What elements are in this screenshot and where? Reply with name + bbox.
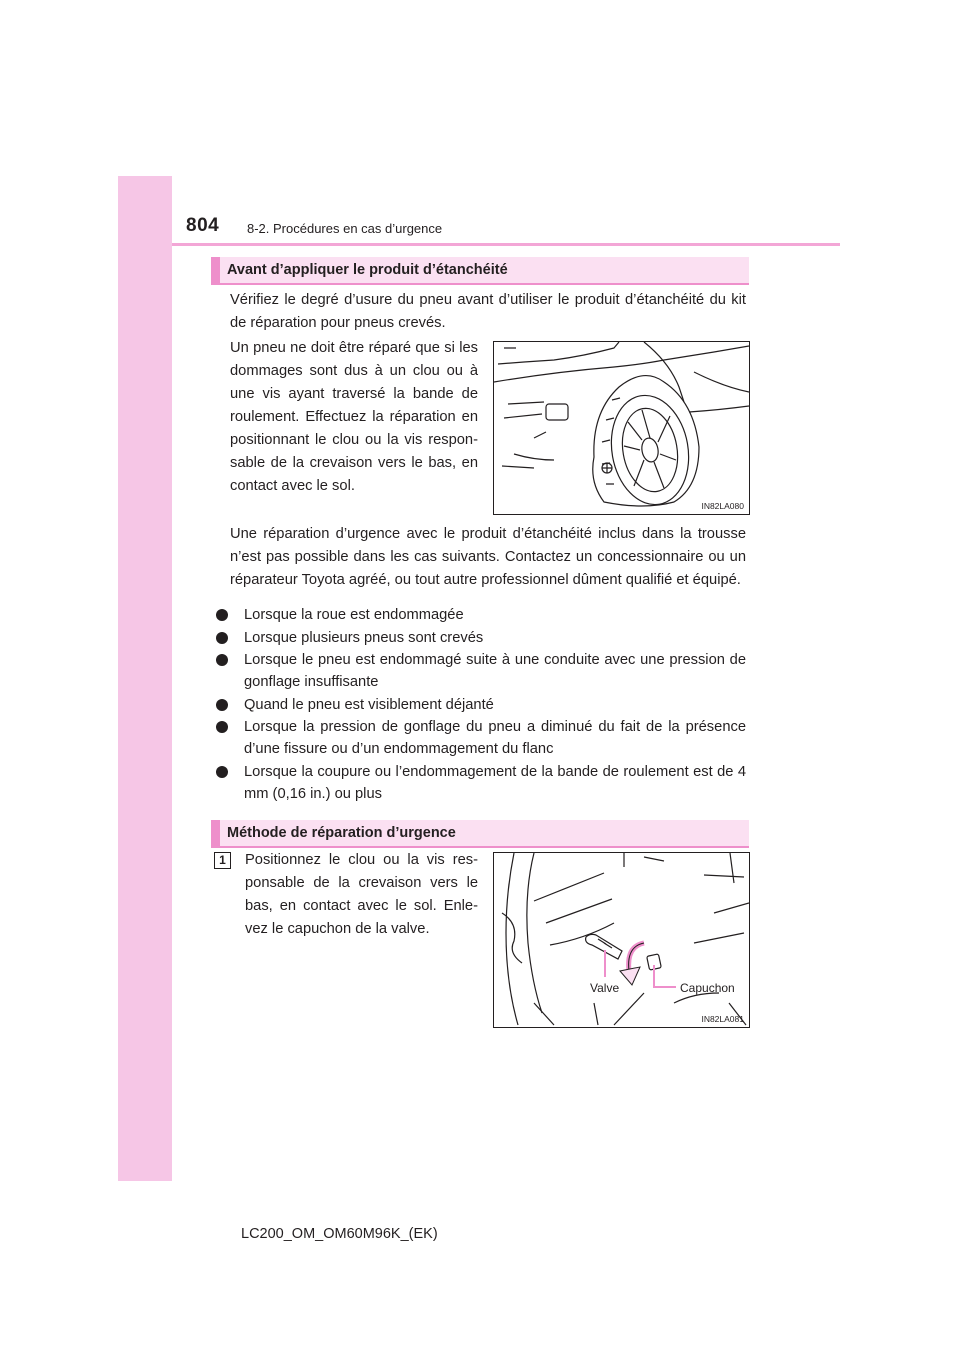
tire-puncture-figure	[493, 341, 750, 515]
list-item: Lorsque le pneu est endommagé suite à une conduite avec une pression de gonflage insuffisante	[214, 649, 746, 693]
step-1-text: Positionnez le clou ou la vis res-ponsable de la crevaison vers le bas, en contact avec le sol. Enle-vez le capuchon de la valve.	[245, 852, 478, 937]
cap-label: Capuchon	[680, 981, 735, 995]
page-number: 804	[186, 215, 220, 236]
repair-condition-paragraph: Un pneu ne doit être réparé que si les dommages sont dus à un clou ou à une vis ayant traversé la bande de roulement. Effectuez la réparation en positionnant le clou ou la vis respon-sable de la crevaison vers le bas, en contact avec le sol.	[230, 340, 478, 494]
bullet-icon	[216, 632, 228, 644]
bullet-icon	[216, 699, 228, 711]
intro-paragraph: Vérifiez le degré d’usure du pneu avant d’utiliser le produit d’étanchéité du kit de réparation pour pneus crevés.	[230, 292, 746, 331]
list-item: Lorsque la coupure ou l’endommagement de la bande de roulement est de 4 mm (0,16 in.) ou plus	[214, 761, 746, 805]
chapter-title: 8-2. Procédures en cas d’urgence	[247, 221, 443, 236]
valve-label: Valve	[590, 981, 620, 995]
warning-paragraph: Une réparation d’urgence avec le produit d’étanchéité inclus dans la trousse n’est pas possible dans les cas suivants. Contactez un concessionnaire ou un réparateur Toyota agréé, ou tout autre professionnel dûment qualifié et équipé.	[230, 526, 746, 588]
bullet-icon	[216, 654, 228, 666]
section-heading-repair-method: Méthode de réparation d’urgence	[211, 820, 749, 846]
car-tire-illustration	[494, 342, 749, 514]
list-item: Quand le pneu est visiblement déjanté	[214, 694, 746, 716]
figure-code: IN82LA080	[701, 501, 744, 511]
figure-code: IN82LA081	[701, 1014, 744, 1024]
list-item: Lorsque la roue est endommagée	[214, 604, 746, 626]
bullet-icon	[216, 766, 228, 778]
step-number-badge: 1	[214, 852, 231, 869]
section-heading-before-sealant: Avant d’appliquer le produit d’étanchéité	[211, 257, 749, 283]
header-rule	[172, 243, 840, 246]
exclusion-list	[214, 604, 746, 805]
bullet-icon	[216, 609, 228, 621]
side-color-band	[118, 176, 172, 1181]
list-item: Lorsque plusieurs pneus sont crevés	[214, 627, 746, 649]
document-id: LC200_OM_OM60M96K_(EK)	[241, 1226, 438, 1242]
valve-illustration	[494, 853, 749, 1027]
valve-cap-figure	[493, 852, 750, 1028]
bullet-icon	[216, 721, 228, 733]
list-item: Lorsque la pression de gonflage du pneu a diminué du fait de la présence d’une fissure ou d’un endommagement du flanc	[214, 716, 746, 760]
